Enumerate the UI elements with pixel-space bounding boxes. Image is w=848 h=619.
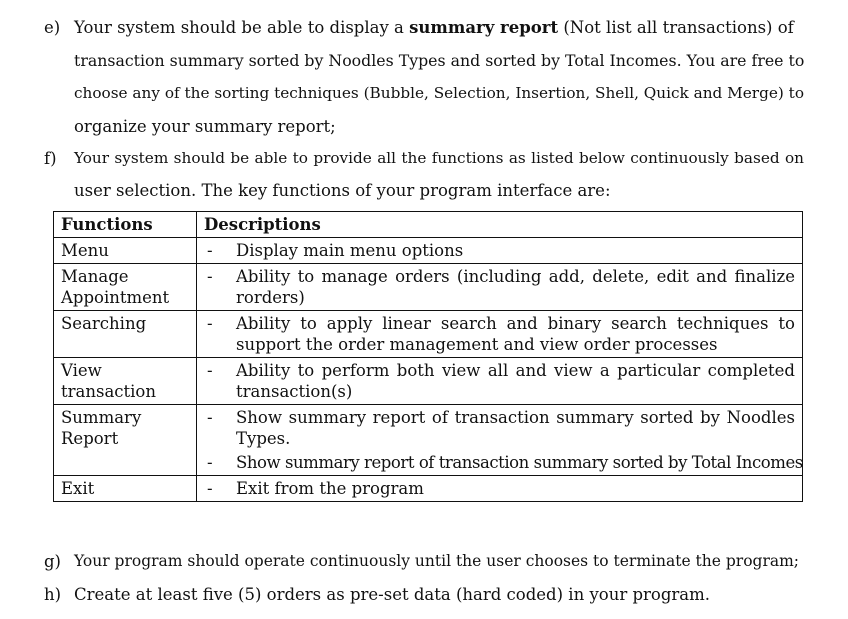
description-text: Display main menu options [236, 241, 464, 260]
section-e-line-4: organize your summary report; [74, 117, 336, 136]
table-row [54, 311, 803, 358]
description-cell [197, 476, 803, 502]
table-row [54, 405, 803, 476]
description-text: Ability to perform both view all and view a particular completed transaction(s) [236, 361, 795, 401]
bullet-dash: - [207, 408, 213, 427]
description-text: Exit from the program [236, 479, 424, 498]
section-e-line-1-post: (Not list all transactions) of [558, 18, 794, 37]
table-header-row [54, 212, 803, 238]
section-f-marker: f) [44, 149, 57, 168]
section-e-marker: e) [44, 18, 61, 37]
table-row [54, 476, 803, 502]
description-text: Show summary report of transaction summary sorted by Total Incomes [236, 453, 803, 472]
bullet-dash: - [207, 361, 213, 380]
functions-header: Functions [54, 212, 197, 238]
bullet-dash: - [207, 479, 213, 498]
description-text: Show summary report of transaction summary sorted by Noodles Types. [236, 408, 795, 448]
description-cell [197, 358, 803, 405]
section-e-line-1 [74, 18, 804, 37]
section-e-line-2: transaction summary sorted by Noodles Types and sorted by Total Incomes. You are free to [74, 51, 805, 70]
description-cell [197, 405, 803, 476]
section-g-text: Your program should operate continuously until the user chooses to terminate the program; [74, 552, 800, 570]
description-cell [197, 238, 803, 264]
function-cell: Manage Appointment [54, 264, 197, 311]
bullet-dash: - [207, 267, 213, 286]
table-row [54, 264, 803, 311]
function-cell: Menu [54, 238, 197, 264]
section-g-marker: g) [44, 552, 61, 571]
description-cell [197, 264, 803, 311]
description-cell [197, 311, 803, 358]
bullet-dash: - [207, 314, 213, 333]
bullet-dash: - [207, 241, 213, 260]
section-f-line-2: user selection. The key functions of your program interface are: [74, 181, 611, 200]
bullet-dash: - [207, 453, 213, 472]
table-row [54, 238, 803, 264]
section-h-marker: h) [44, 585, 62, 604]
table-row [54, 358, 803, 405]
function-cell: View transaction [54, 358, 197, 405]
description-text: Ability to manage orders (including add, delete, edit and finalize rorders) [236, 267, 795, 307]
functions-table [53, 211, 803, 502]
section-e-line-3: choose any of the sorting techniques (Bubble, Selection, Insertion, Shell, Quick and Merge) to [74, 84, 804, 102]
function-cell: Searching [54, 311, 197, 358]
section-e-line-1-pre: Your system should be able to display a [74, 18, 410, 37]
section-h-text: Create at least five (5) orders as pre-set data (hard coded) in your program. [74, 585, 711, 604]
section-f-line-1: Your system should be able to provide all the functions as listed below continuously based on [74, 149, 804, 167]
function-cell: Exit [54, 476, 197, 502]
descriptions-header: Descriptions [197, 212, 803, 238]
summary-report-bold: summary report [409, 18, 559, 37]
description-text: Ability to apply linear search and binary search techniques to support the order management and view order processes [236, 314, 795, 354]
function-cell: Summary Report [54, 405, 197, 476]
